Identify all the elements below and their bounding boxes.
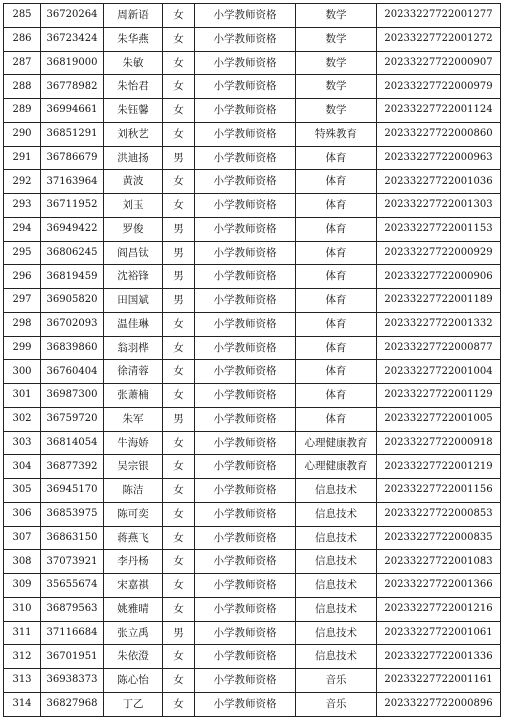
table-row — [4, 217, 501, 241]
cell-qualification-type: 小学教师资格 — [195, 574, 296, 598]
cell-subject: 信息技术 — [296, 645, 377, 669]
cell-gender: 男 — [163, 217, 195, 241]
table-row — [4, 51, 501, 75]
cell-exam-id: 36827968 — [41, 692, 104, 716]
cell-row-number: 287 — [4, 51, 41, 75]
cell-qualification-type: 小学教师资格 — [195, 194, 296, 218]
cell-qualification-type: 小学教师资格 — [195, 384, 296, 408]
cell-qualification-type: 小学教师资格 — [195, 99, 296, 123]
cell-qualification-type: 小学教师资格 — [195, 122, 296, 146]
cell-certificate-number: 20233227722001189 — [377, 289, 501, 313]
cell-subject: 信息技术 — [296, 502, 377, 526]
cell-row-number: 314 — [4, 692, 41, 716]
table-row — [4, 431, 501, 455]
cell-qualification-type: 小学教师资格 — [195, 4, 296, 28]
cell-subject: 心理健康教育 — [296, 455, 377, 479]
cell-name: 黄波 — [104, 170, 163, 194]
cell-gender: 女 — [163, 597, 195, 621]
cell-gender: 男 — [163, 265, 195, 289]
cell-name: 陈洁 — [104, 479, 163, 503]
cell-subject: 体育 — [296, 360, 377, 384]
cell-gender: 女 — [163, 692, 195, 716]
cell-exam-id: 36905820 — [41, 289, 104, 313]
cell-row-number: 292 — [4, 170, 41, 194]
cell-name: 罗俊 — [104, 217, 163, 241]
cell-subject: 信息技术 — [296, 526, 377, 550]
cell-exam-id: 37116684 — [41, 621, 104, 645]
table-row — [4, 122, 501, 146]
cell-gender: 男 — [163, 241, 195, 265]
cell-exam-id: 36760404 — [41, 360, 104, 384]
cell-gender: 女 — [163, 51, 195, 75]
cell-exam-id: 36711952 — [41, 194, 104, 218]
cell-name: 陈可奕 — [104, 502, 163, 526]
cell-exam-id: 36806245 — [41, 241, 104, 265]
cell-qualification-type: 小学教师资格 — [195, 241, 296, 265]
cell-gender: 男 — [163, 146, 195, 170]
cell-row-number: 308 — [4, 550, 41, 574]
cell-subject: 体育 — [296, 336, 377, 360]
cell-certificate-number: 20233227722000835 — [377, 526, 501, 550]
cell-certificate-number: 20233227722001277 — [377, 4, 501, 28]
cell-exam-id: 37163964 — [41, 170, 104, 194]
cell-qualification-type: 小学教师资格 — [195, 621, 296, 645]
cell-row-number: 296 — [4, 265, 41, 289]
table-row — [4, 146, 501, 170]
cell-qualification-type: 小学教师资格 — [195, 170, 296, 194]
cell-exam-id: 37073921 — [41, 550, 104, 574]
table-row — [4, 407, 501, 431]
table-row — [4, 384, 501, 408]
cell-gender: 男 — [163, 289, 195, 313]
cell-qualification-type: 小学教师资格 — [195, 265, 296, 289]
cell-certificate-number: 20233227722000907 — [377, 51, 501, 75]
cell-exam-id: 36759720 — [41, 407, 104, 431]
cell-certificate-number: 20233227722000929 — [377, 241, 501, 265]
cell-gender: 女 — [163, 360, 195, 384]
cell-row-number: 312 — [4, 645, 41, 669]
cell-exam-id: 36851291 — [41, 122, 104, 146]
cell-name: 刘玉 — [104, 194, 163, 218]
cell-row-number: 300 — [4, 360, 41, 384]
cell-subject: 体育 — [296, 384, 377, 408]
cell-qualification-type: 小学教师资格 — [195, 431, 296, 455]
cell-gender: 男 — [163, 621, 195, 645]
cell-qualification-type: 小学教师资格 — [195, 360, 296, 384]
cell-qualification-type: 小学教师资格 — [195, 645, 296, 669]
cell-row-number: 302 — [4, 407, 41, 431]
cell-subject: 体育 — [296, 265, 377, 289]
cell-exam-id: 36786679 — [41, 146, 104, 170]
cell-exam-id: 36938373 — [41, 669, 104, 693]
cell-row-number: 311 — [4, 621, 41, 645]
cell-qualification-type: 小学教师资格 — [195, 692, 296, 716]
cell-name: 陈心怡 — [104, 669, 163, 693]
cell-row-number: 289 — [4, 99, 41, 123]
cell-qualification-type: 小学教师资格 — [195, 550, 296, 574]
cell-qualification-type: 小学教师资格 — [195, 407, 296, 431]
table-row — [4, 99, 501, 123]
table-row — [4, 645, 501, 669]
cell-subject: 数学 — [296, 99, 377, 123]
cell-gender: 女 — [163, 312, 195, 336]
cell-name: 翁羽桦 — [104, 336, 163, 360]
cell-row-number: 290 — [4, 122, 41, 146]
cell-row-number: 288 — [4, 75, 41, 99]
cell-subject: 信息技术 — [296, 574, 377, 598]
cell-gender: 女 — [163, 99, 195, 123]
cell-gender: 女 — [163, 27, 195, 51]
cell-name: 张立禹 — [104, 621, 163, 645]
table-row — [4, 241, 501, 265]
table-row — [4, 75, 501, 99]
cell-subject: 体育 — [296, 312, 377, 336]
cell-name: 朱怡君 — [104, 75, 163, 99]
cell-gender: 女 — [163, 502, 195, 526]
cell-qualification-type: 小学教师资格 — [195, 146, 296, 170]
cell-qualification-type: 小学教师资格 — [195, 597, 296, 621]
cell-subject: 数学 — [296, 4, 377, 28]
cell-qualification-type: 小学教师资格 — [195, 526, 296, 550]
cell-row-number: 309 — [4, 574, 41, 598]
cell-exam-id: 36853975 — [41, 502, 104, 526]
cell-name: 刘秋艺 — [104, 122, 163, 146]
cell-exam-id: 36945170 — [41, 479, 104, 503]
table-row — [4, 360, 501, 384]
cell-subject: 体育 — [296, 407, 377, 431]
cell-subject: 体育 — [296, 289, 377, 313]
cell-name: 朱钰馨 — [104, 99, 163, 123]
cell-gender: 女 — [163, 170, 195, 194]
cell-certificate-number: 20233227722001336 — [377, 645, 501, 669]
cell-exam-id: 36879563 — [41, 597, 104, 621]
cell-row-number: 295 — [4, 241, 41, 265]
cell-row-number: 307 — [4, 526, 41, 550]
candidate-table-body — [4, 4, 501, 717]
table-row — [4, 597, 501, 621]
cell-exam-id: 36949422 — [41, 217, 104, 241]
cell-exam-id: 36723424 — [41, 27, 104, 51]
candidate-table — [3, 3, 501, 717]
cell-gender: 男 — [163, 407, 195, 431]
cell-name: 徐清蓉 — [104, 360, 163, 384]
cell-exam-id: 36778982 — [41, 75, 104, 99]
cell-subject: 信息技术 — [296, 550, 377, 574]
cell-gender: 女 — [163, 669, 195, 693]
cell-subject: 信息技术 — [296, 597, 377, 621]
cell-row-number: 301 — [4, 384, 41, 408]
cell-qualification-type: 小学教师资格 — [195, 336, 296, 360]
cell-subject: 数学 — [296, 27, 377, 51]
table-row — [4, 550, 501, 574]
cell-subject: 心理健康教育 — [296, 431, 377, 455]
cell-name: 丁乙 — [104, 692, 163, 716]
cell-name: 沈裕锋 — [104, 265, 163, 289]
cell-subject: 数学 — [296, 75, 377, 99]
cell-certificate-number: 20233227722000906 — [377, 265, 501, 289]
table-row — [4, 4, 501, 28]
cell-certificate-number: 20233227722001004 — [377, 360, 501, 384]
cell-exam-id: 36987300 — [41, 384, 104, 408]
cell-certificate-number: 20233227722001036 — [377, 170, 501, 194]
cell-row-number: 313 — [4, 669, 41, 693]
cell-certificate-number: 20233227722001129 — [377, 384, 501, 408]
cell-subject: 体育 — [296, 217, 377, 241]
cell-gender: 女 — [163, 194, 195, 218]
cell-subject: 音乐 — [296, 692, 377, 716]
cell-name: 宋嘉祺 — [104, 574, 163, 598]
cell-gender: 女 — [163, 336, 195, 360]
cell-certificate-number: 20233227722001366 — [377, 574, 501, 598]
cell-certificate-number: 20233227722000963 — [377, 146, 501, 170]
cell-certificate-number: 20233227722001124 — [377, 99, 501, 123]
cell-gender: 女 — [163, 384, 195, 408]
cell-name: 牛海娇 — [104, 431, 163, 455]
cell-certificate-number: 20233227722000979 — [377, 75, 501, 99]
cell-exam-id: 36819000 — [41, 51, 104, 75]
cell-subject: 数学 — [296, 51, 377, 75]
cell-name: 洪迪扬 — [104, 146, 163, 170]
cell-exam-id: 36994661 — [41, 99, 104, 123]
table-row — [4, 669, 501, 693]
cell-qualification-type: 小学教师资格 — [195, 669, 296, 693]
cell-name: 田国斌 — [104, 289, 163, 313]
table-row — [4, 194, 501, 218]
table-row — [4, 621, 501, 645]
cell-row-number: 297 — [4, 289, 41, 313]
cell-certificate-number: 20233227722000877 — [377, 336, 501, 360]
cell-row-number: 304 — [4, 455, 41, 479]
cell-gender: 女 — [163, 479, 195, 503]
cell-exam-id: 36839860 — [41, 336, 104, 360]
table-row — [4, 479, 501, 503]
cell-subject: 体育 — [296, 146, 377, 170]
cell-name: 朱依澄 — [104, 645, 163, 669]
cell-qualification-type: 小学教师资格 — [195, 312, 296, 336]
cell-gender: 女 — [163, 75, 195, 99]
cell-qualification-type: 小学教师资格 — [195, 75, 296, 99]
cell-exam-id: 36702093 — [41, 312, 104, 336]
cell-certificate-number: 20233227722001005 — [377, 407, 501, 431]
cell-row-number: 291 — [4, 146, 41, 170]
cell-subject: 特殊教育 — [296, 122, 377, 146]
cell-subject: 信息技术 — [296, 479, 377, 503]
cell-exam-id: 36814054 — [41, 431, 104, 455]
cell-certificate-number: 20233227722001216 — [377, 597, 501, 621]
cell-name: 张萧楠 — [104, 384, 163, 408]
cell-certificate-number: 20233227722001303 — [377, 194, 501, 218]
cell-gender: 女 — [163, 574, 195, 598]
cell-row-number: 310 — [4, 597, 41, 621]
cell-qualification-type: 小学教师资格 — [195, 502, 296, 526]
cell-row-number: 294 — [4, 217, 41, 241]
cell-subject: 体育 — [296, 241, 377, 265]
cell-qualification-type: 小学教师资格 — [195, 479, 296, 503]
cell-exam-id: 36819459 — [41, 265, 104, 289]
cell-name: 阎昌钛 — [104, 241, 163, 265]
cell-qualification-type: 小学教师资格 — [195, 217, 296, 241]
table-row — [4, 289, 501, 313]
table-row — [4, 312, 501, 336]
cell-exam-id: 36863150 — [41, 526, 104, 550]
cell-name: 朱军 — [104, 407, 163, 431]
cell-gender: 女 — [163, 455, 195, 479]
cell-name: 李丹杨 — [104, 550, 163, 574]
table-row — [4, 526, 501, 550]
cell-certificate-number: 20233227722001156 — [377, 479, 501, 503]
cell-certificate-number: 20233227722001153 — [377, 217, 501, 241]
cell-certificate-number: 20233227722001161 — [377, 669, 501, 693]
cell-exam-id: 36720264 — [41, 4, 104, 28]
cell-row-number: 298 — [4, 312, 41, 336]
cell-name: 朱敏 — [104, 51, 163, 75]
cell-row-number: 299 — [4, 336, 41, 360]
cell-row-number: 285 — [4, 4, 41, 28]
cell-gender: 女 — [163, 550, 195, 574]
cell-name: 温佳琳 — [104, 312, 163, 336]
table-row — [4, 265, 501, 289]
cell-qualification-type: 小学教师资格 — [195, 289, 296, 313]
cell-qualification-type: 小学教师资格 — [195, 51, 296, 75]
cell-qualification-type: 小学教师资格 — [195, 455, 296, 479]
cell-gender: 女 — [163, 431, 195, 455]
cell-subject: 音乐 — [296, 669, 377, 693]
cell-row-number: 306 — [4, 502, 41, 526]
cell-certificate-number: 20233227722000853 — [377, 502, 501, 526]
cell-subject: 体育 — [296, 194, 377, 218]
table-row — [4, 692, 501, 716]
cell-certificate-number: 20233227722000896 — [377, 692, 501, 716]
table-row — [4, 336, 501, 360]
table-row — [4, 574, 501, 598]
cell-gender: 女 — [163, 4, 195, 28]
cell-certificate-number: 20233227722001083 — [377, 550, 501, 574]
cell-exam-id: 36877392 — [41, 455, 104, 479]
cell-qualification-type: 小学教师资格 — [195, 27, 296, 51]
cell-gender: 女 — [163, 122, 195, 146]
cell-gender: 女 — [163, 526, 195, 550]
cell-subject: 体育 — [296, 170, 377, 194]
cell-name: 周新语 — [104, 4, 163, 28]
cell-subject: 信息技术 — [296, 621, 377, 645]
cell-row-number: 305 — [4, 479, 41, 503]
cell-certificate-number: 20233227722001272 — [377, 27, 501, 51]
cell-name: 姚雅晴 — [104, 597, 163, 621]
cell-row-number: 293 — [4, 194, 41, 218]
table-row — [4, 455, 501, 479]
table-row — [4, 170, 501, 194]
cell-certificate-number: 20233227722000918 — [377, 431, 501, 455]
cell-name: 朱华燕 — [104, 27, 163, 51]
table-row — [4, 27, 501, 51]
cell-name: 吴宗银 — [104, 455, 163, 479]
cell-row-number: 286 — [4, 27, 41, 51]
cell-certificate-number: 20233227722001061 — [377, 621, 501, 645]
cell-row-number: 303 — [4, 431, 41, 455]
cell-gender: 女 — [163, 645, 195, 669]
cell-certificate-number: 20233227722001219 — [377, 455, 501, 479]
cell-certificate-number: 20233227722001332 — [377, 312, 501, 336]
cell-certificate-number: 20233227722000860 — [377, 122, 501, 146]
cell-exam-id: 36701951 — [41, 645, 104, 669]
cell-exam-id: 35655674 — [41, 574, 104, 598]
table-row — [4, 502, 501, 526]
cell-name: 蒋燕飞 — [104, 526, 163, 550]
